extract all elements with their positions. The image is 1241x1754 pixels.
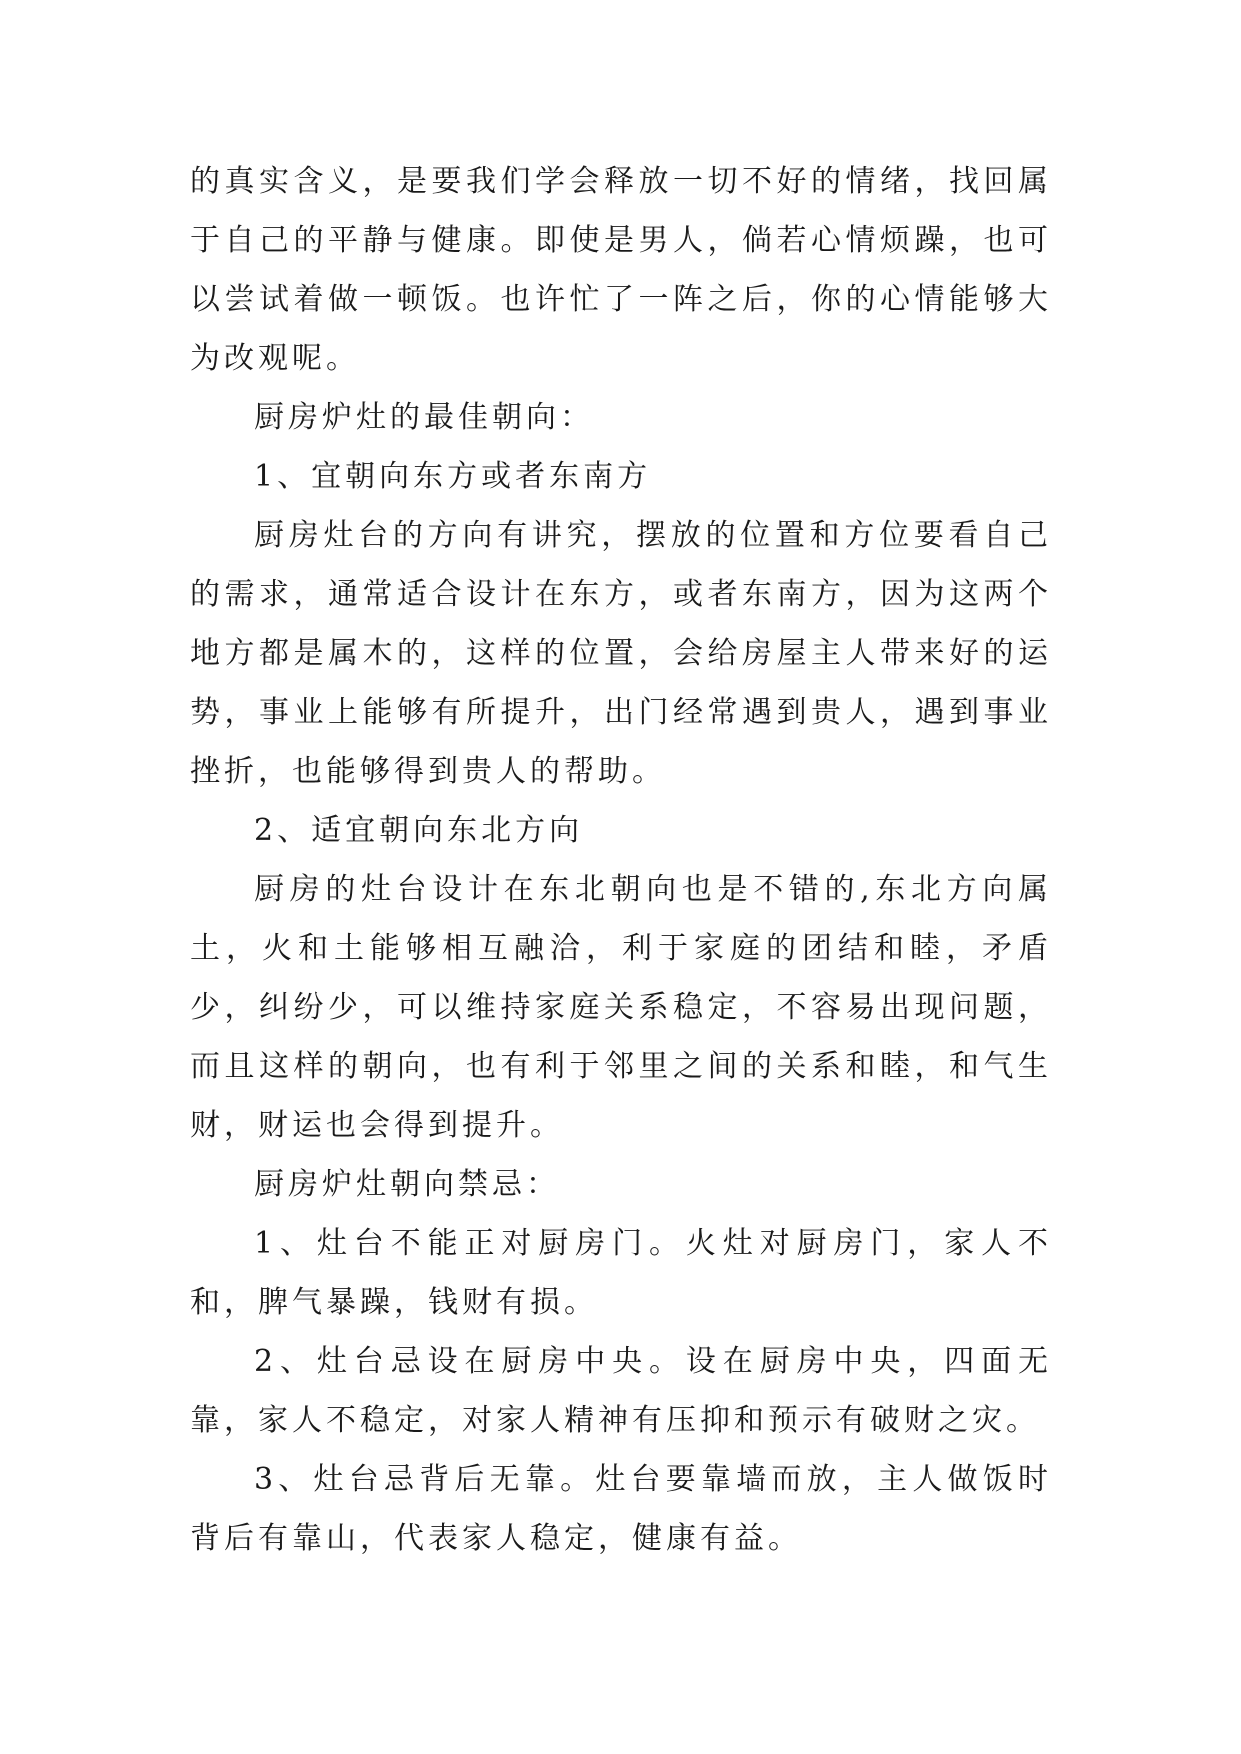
heading-taboos: 厨房炉灶朝向禁忌： xyxy=(254,1167,560,1202)
heading-best-orientation: 厨房炉灶的最佳朝向： xyxy=(254,400,594,435)
paragraph-continuation: 的真实含义，是要我们学会释放一切不好的情绪，找回属于自己的平静与健康。即使是男人，倘若心情烦躁，也可以尝试着做一顿饭。也许忙了一阵之后，你的心情能够大为改观呢。 xyxy=(190,164,1052,376)
paragraph-northeast: 厨房的灶台设计在东北朝向也是不错的,东北方向属土，火和土能够相互融洽，利于家庭的团结和睦，矛盾少，纠纷少，可以维持家庭关系稳定，不容易出现问题，而且这样的朝向，也有利于邻里之间的关系和睦，和气生财，财运也会得到提升。 xyxy=(190,872,1052,1143)
taboo-item-3: 3、灶台忌背后无靠。灶台要靠墙而放，主人做饭时背后有靠山，代表家人稳定，健康有益。 xyxy=(190,1462,1052,1556)
taboo-item-1: 1、灶台不能正对厨房门。火灶对厨房门，家人不和，脾气暴躁，钱财有损。 xyxy=(190,1226,1052,1320)
taboo-item-2: 2、灶台忌设在厨房中央。设在厨房中央，四面无靠，家人不稳定，对家人精神有压抑和预示有破财之灾。 xyxy=(190,1344,1052,1438)
subheading-northeast: 2、适宜朝向东北方向 xyxy=(254,813,584,848)
paragraph-east-southeast: 厨房灶台的方向有讲究，摆放的位置和方位要看自己的需求，通常适合设计在东方，或者东南方，因为这两个地方都是属木的，这样的位置，会给房屋主人带来好的运势，事业上能够有所提升，出门经常遇到贵人，遇到事业挫折，也能够得到贵人的帮助。 xyxy=(190,518,1052,789)
subheading-east-southeast: 1、宜朝向东方或者东南方 xyxy=(254,459,652,494)
document-body xyxy=(190,152,1052,1568)
